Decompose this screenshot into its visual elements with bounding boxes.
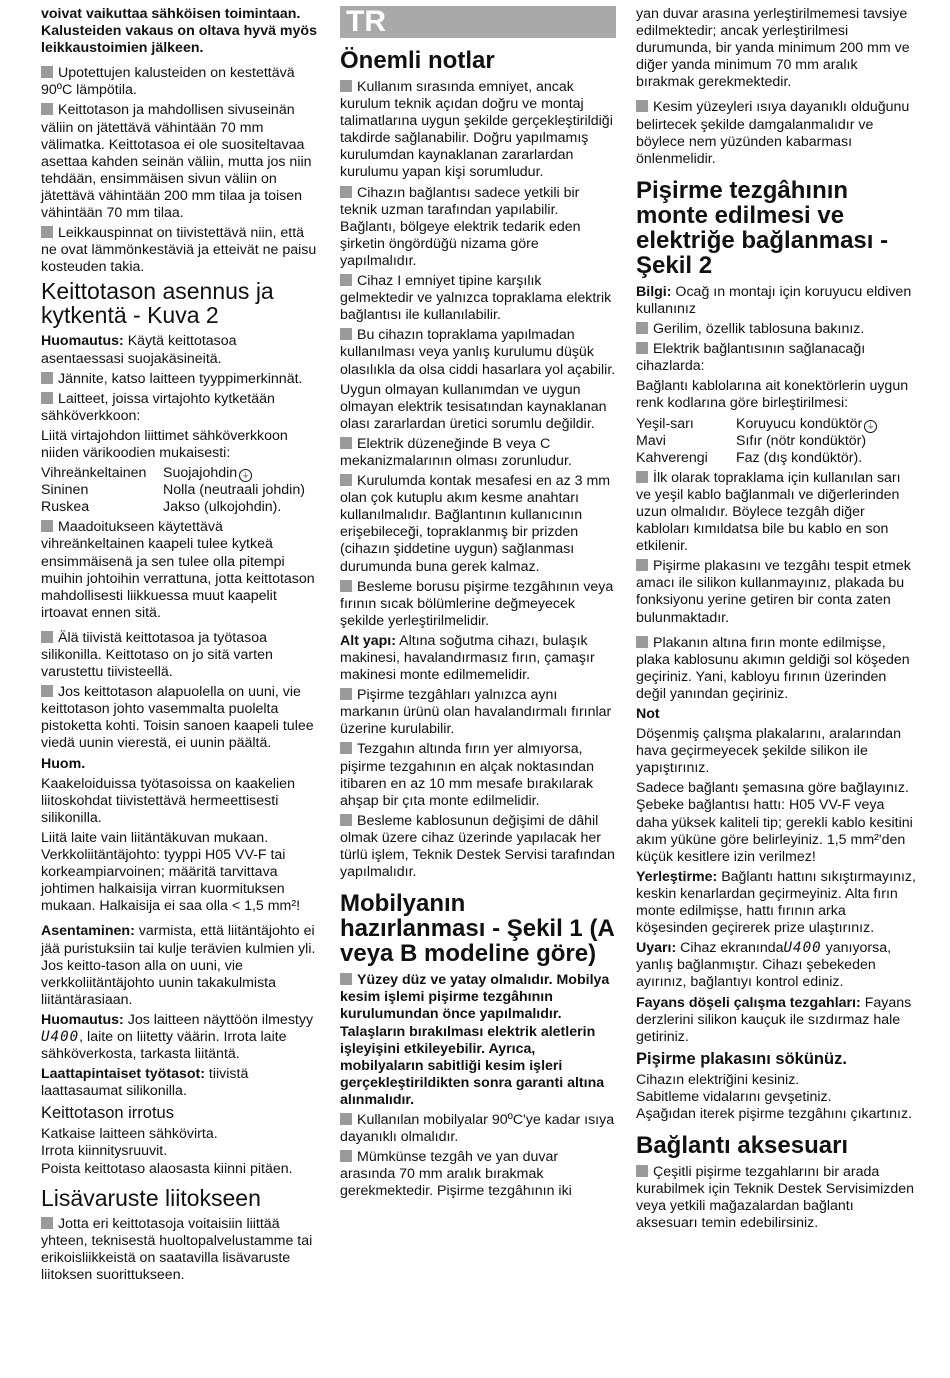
bullet-square-icon bbox=[41, 226, 53, 238]
bullet-item: Maadoitukseen käytettävä vihreänkeltainen kaapeli tulee kytkeä ensimmäisenä ja sen tulee olla pitempi muihin johtoihin verrattuna, jotta keittotason mahdollisesti liikkuessa muut kaapelit irtoavat ennen sitä. bbox=[41, 519, 315, 621]
table-row: Vihreänkeltainen Suojajohdin ⏚ bbox=[41, 465, 305, 482]
note-paragraph: Döşenmiş çalışma plakalarını, aralarından hava geçirmeyecek şekilde silikon ile yapıştırınız. bbox=[636, 726, 901, 777]
bullet-square-icon bbox=[41, 685, 53, 697]
section-heading-accessory: Bağlantı aksesuarı bbox=[636, 1132, 849, 1160]
bullet-item: Elektrik düzeneğinde B veya C mekanizmalarının olması zorunludur. bbox=[340, 435, 572, 469]
wire-color-table bbox=[41, 465, 305, 516]
section-heading-important: Önemli notlar bbox=[340, 47, 495, 74]
section-heading-install: Keittotason asennus ja kytkentä - Kuva 2 bbox=[41, 278, 274, 329]
display-note-paragraph: Huomautus: Jos laitteen näyttöön ilmestyy U400, laite on liitetty väärin. Irrota laite sähköverkosta, tarkasta liitäntä. bbox=[41, 1011, 314, 1063]
install-paragraph: Asentaminen: varmista, että liitäntäjohto ei jää puristuksiin tai kulje terävien kulmien yli. Jos keitto-tason alla on uuni, vie verkkoliitäntäjohto uunin takakulmista liitäntärasiaan. bbox=[41, 923, 316, 1008]
bullet-square-icon bbox=[340, 274, 352, 286]
bullet-item: İlk olarak topraklama için kullanılan sarı ve yeşil kablo bağlanmalı ve diğerlerinden uzun olmalıdır. Böylece tezgâh diğer kabloları kımıldatsa bile bu kablo en son etkilenir. bbox=[636, 469, 901, 555]
bullet-item: Cihazın bağlantısı sadece yetkili bir teknik uzman tarafından yapılabilir. Bağlantı, bölgeye elektrik tedarik eden şirketin öngördüğü nizama göre yapılmalıdır. bbox=[340, 184, 581, 269]
removal-step: Katkaise laitteen sähkövirta. bbox=[41, 1126, 218, 1143]
removal-step: Irrota kiinnitysruuvit. bbox=[41, 1143, 168, 1160]
note-label: Huom. bbox=[41, 755, 86, 772]
wiring-paragraph: Sadece bağlantı şemasına göre bağlayınız. Şebeke bağlantısı hattı: H05 VV-F veya daha yüksek kaliteli tip; gerekli kablo kesitini akım yüküne göre belirleyiniz. 1,5 mm²'den küçük kesitlere izin verilmez! bbox=[636, 780, 913, 865]
ground-symbol-icon: ⏚ bbox=[239, 469, 252, 482]
section-heading-accessory: Lisävaruste liitokseen bbox=[41, 1184, 261, 1211]
bullet-square-icon bbox=[41, 392, 53, 404]
bullet-square-icon bbox=[41, 520, 53, 532]
bullet-square-icon bbox=[340, 814, 352, 826]
bullet-square-icon bbox=[636, 1165, 648, 1177]
bullet-square-icon bbox=[340, 973, 352, 985]
bullet-square-icon bbox=[41, 1217, 53, 1229]
bullet-square-icon bbox=[340, 437, 352, 449]
bullet-square-icon bbox=[636, 342, 648, 354]
column-turkish-2 bbox=[636, 6, 916, 1235]
bullet-square-icon bbox=[636, 471, 648, 483]
bullet-item: Jännite, katso laitteen tyyppimerkinnät. bbox=[41, 371, 321, 388]
bullet-square-icon bbox=[340, 474, 352, 486]
language-banner: TR bbox=[340, 6, 616, 38]
bullet-item: Besleme borusu pişirme tezgâhının veya fırının sıcak bölümlerine değmeyecek şekilde yerleştirilmelidir. bbox=[340, 578, 614, 629]
section-heading-mounting: Pişirme tezgâhının monte edilmesi ve elektriğe bağlanması - Şekil 2 bbox=[636, 176, 889, 279]
bullet-square-icon bbox=[340, 742, 352, 754]
bullet-item: Cihaz I emniyet tipine karşılık gelmektedir ve yalnızca topraklama elektrik bağlantısı ile kullanılabilir. bbox=[340, 273, 612, 324]
info-paragraph: Bilgi: Ocağ ın montajı için koruyucu eldiven kullanınız bbox=[636, 283, 912, 317]
bullet-item: Leikkauspinnat on tiivistettävä niin, että ne ovat lämmönkestäviä ja etteivät ne paisu kosteuden takia. bbox=[41, 225, 317, 276]
bullet-item: Plakanın altına fırın monte edilmişse, plaka kablosunu akımın geldiği sol köşeden geçiriniz. Yani, kabloyu fırının üzerinden değil yanından geçiriniz. bbox=[636, 634, 910, 702]
warning-paragraph: Uyarı: Cihaz ekranındaU400 yanıyorsa, yanlış bağlanmıştır. Cihazı şebekeden ayırınız, bağlantıyı kontrol ediniz. bbox=[636, 940, 892, 991]
bullet-item: Tezgahın altında fırın yer almıyorsa, pişirme tezgahının en alçak noktasından itibaren en az 10 mm mesafe bırakılarak ahşap bir çıta monte edilmelidir. bbox=[340, 741, 594, 809]
bullet-square-icon bbox=[41, 103, 53, 115]
bullet-item: Keittotason ja mahdollisen sivuseinän väliin on jätettävä vähintään 70 mm välimatka. Keittotasoa ei ole suositeltavaa asettaa kahden seinän väliin, mutta jos niin tehdään, ensimmäisen sivun väliin on jätettävä vähintään 200 mm tilaa ja toisen vähintään 70 mm tilaa. bbox=[41, 102, 312, 222]
bullet-item: Çeşitli pişirme tezgahlarını bir arada kurabilmek için Teknik Destek Servisimizden veya yetkili mağazalardan bağlantı aksesuarı temin edebilirsiniz. bbox=[636, 1164, 915, 1232]
bullet-square-icon bbox=[41, 66, 53, 78]
bullet-item: Mümkünse tezgâh ve yan duvar arasında 70 mm aralık bırakmak gerekmektedir. Pişirme tezgâhının iki bbox=[340, 1149, 572, 1200]
bullet-item: Kurulumda kontak mesafesi en az 3 mm olan çok kutuplu akım kesme anahtarı kullanılmalıdır. Bağlantının kullanıcının erişebileceği, topraklanmış bir prizden (cihazın şiddetine uygun) sağlanması durumunda buna gerek kalmaz. bbox=[340, 473, 611, 575]
removal-step: Poista keittotaso alaosasta kiinni pitäen. bbox=[41, 1160, 293, 1177]
bullet-item: Pişirme plakasını ve tezgâhı tespit etmek amacı ile silikon kullanmayınız, plakada bu fonksiyonu yerine getiren bir conta zaten bulunmaktadır. bbox=[636, 558, 911, 626]
bullet-item: Jos keittotason alapuolella on uuni, vie keittotason johto vasemmalta puolelta pistoketta kohti. Toisin sanoen kaapeli tulee viedä uunin vierestä, ei uunin päältä. bbox=[41, 684, 314, 752]
section-heading-furniture: Mobilyanın hazırlanması - Şekil 1 (A veya B modeline göre) bbox=[340, 890, 614, 968]
substructure-paragraph: Alt yapı: Altına soğutma cihazı, bulaşık makinesi, havalandırmasız fırın, çamaşır makinesi monte edilmemelidir. bbox=[340, 632, 595, 684]
bullet-item: Bu cihazın topraklama yapılmadan kullanılması veya yanlış kurulumu düşük olasılıkla da olsa ciddi hasarlara yol açabilir. bbox=[340, 327, 616, 378]
connect-paragraph: Liitä virtajohdon liittimet sähköverkkoon niiden värikoodien mukaisesti: bbox=[41, 427, 288, 461]
intro-paragraph: voivat vaikuttaa sähköisen toimintaan. Kalusteiden vakaus on oltava hyvä myös leikkaustoimien jälkeen. bbox=[41, 6, 317, 57]
bullet-square-icon bbox=[636, 559, 648, 571]
ground-symbol-icon: ⏚ bbox=[864, 420, 877, 433]
bullet-item: Yüzey düz ve yatay olmalıdır. Mobilya kesim işlemi pişirme tezgâhının kurulumundan önce yapılmalıdır. Talaşların bırakılması elektrik aletlerin işleyişini etkileyebilir. Ayrıca, mobilyaların sabitliği kesim işleri gerçekleştirildikten sonra garanti altına alınmalıdır. bbox=[340, 972, 610, 1108]
bullet-item: Besleme kablosunun değişimi de dâhil olmak üzere cihaz üzerinde yapılacak her türlü işlem, Teknik Destek Servisi tarafından yapılmalıdır. bbox=[340, 812, 615, 881]
bullet-square-icon bbox=[41, 631, 53, 643]
bullet-square-icon bbox=[340, 1150, 352, 1162]
removal-step: Sabitleme vidalarını gevşetiniz. bbox=[636, 1088, 832, 1105]
column-turkish-1 bbox=[340, 6, 616, 1203]
bullet-square-icon bbox=[340, 1113, 352, 1125]
bullet-item: Upotettujen kalusteiden on kestettävä 90ºC lämpötila. bbox=[41, 65, 295, 99]
bullet-item: Älä tiivistä keittotasoa ja työtasoa silikonilla. Keittotaso on jo sitä varten varustettu tiivisteellä. bbox=[41, 629, 273, 681]
continued-paragraph: yan duvar arasına yerleştirilmemesi tavsiye edilmektedir; ancak yerleştirilmesi durumunda, bir yanda minimum 200 mm ve diğer yanda minimum 70 mm aralık bırakmak gerekmektedir. bbox=[636, 6, 910, 91]
section-heading-removal: Keittotason irrotus bbox=[41, 1104, 174, 1123]
column-finnish bbox=[41, 6, 321, 1287]
display-code: U400 bbox=[783, 940, 822, 957]
bullet-square-icon bbox=[340, 80, 352, 92]
bullet-item: Kullanım sırasında emniyet, ancak kurulum teknik açıdan doğru ve montaj talimatlarına uygun şekilde gerçekleştirildiği takdirde sağlanabilir. Doğru yapılmamış kurulumdan kaynaklanan zararlardan kurulumu yapan kişi sorumludur. bbox=[340, 79, 613, 181]
table-row: Sininen Nolla (neutraali johdin) bbox=[41, 482, 305, 499]
liability-paragraph: Uygun olmayan kullanımdan ve uygun olmayan elektrik tesisatından kaynaklanan olası zararlardan üretici sorumlu değildir. bbox=[340, 381, 607, 432]
removal-step: Cihazın elektriğini kesiniz. bbox=[636, 1071, 800, 1088]
bullet-item: Laitteet, joissa virtajohto kytketään sähköverkkoon: bbox=[41, 390, 275, 424]
worktop-paragraph: Laattapintaiset työtasot: tiivistä laattasaumat silikonilla. bbox=[41, 1066, 249, 1100]
table-row: Ruskea Jakso (ulkojohdin). bbox=[41, 499, 282, 516]
tile-paragraph: Fayans döşeli çalışma tezgahları: Fayans derzlerini silikon kauçuk ile sızdırmaz hale getiriniz. bbox=[636, 994, 912, 1045]
bullet-square-icon bbox=[340, 688, 352, 700]
bullet-square-icon bbox=[636, 636, 648, 648]
note-paragraph: Huomautus: Käytä keittotasoa asentaessasi suojakäsineitä. bbox=[41, 333, 237, 367]
bullet-square-icon bbox=[636, 322, 648, 334]
bullet-item: Elektrik bağlantısının sağlanacağı cihazlarda: bbox=[636, 341, 866, 375]
connection-paragraph: Liitä laite vain liitäntäkuvan mukaan. Verkkoliitäntäjohto: tyyppi H05 VV-F tai korkeampiarvoinen; määritä tarvittava johtimen halkaisija virran kuormituksen mukaan. Halkaisija ei saa olla < 1,5 mm²! bbox=[41, 829, 301, 915]
bullet-square-icon bbox=[636, 100, 648, 112]
display-code: U400 bbox=[41, 1028, 80, 1045]
note-label: Not bbox=[636, 706, 660, 722]
placement-paragraph: Yerleştirme: Bağlantı hattını sıkıştırmayınız, keskin kenarlardan geçirmeyiniz. Alta fırın monte edilmişse, hattı fırının arka köşesinden geçirerek prize ulaştırınız. bbox=[636, 868, 916, 937]
section-heading-removal: Pişirme plakasını sökünüz. bbox=[636, 1049, 847, 1068]
bullet-square-icon bbox=[340, 186, 352, 198]
bullet-item: Pişirme tezgâhları yalnızca aynı markanın ürünü olan havalandırmalı fırınlar üzerine kurulabilir. bbox=[340, 687, 612, 738]
table-row: Yeşil-sarı Koruyucu kondüktör ⏚ bbox=[636, 416, 877, 433]
bullet-item: Kullanılan mobilyalar 90ºC'ye kadar ısıya dayanıklı olmalıdır. bbox=[340, 1111, 615, 1146]
bullet-square-icon bbox=[41, 372, 53, 384]
table-row: Mavi Sıfır (nötr kondüktör) bbox=[636, 432, 867, 449]
table-row: Kahverengi Faz (dış kondüktör). bbox=[636, 449, 863, 466]
bullet-item: Kesim yüzeyleri ısıya dayanıklı olduğunu belirtecek şekilde damgalanmalıdır ve böylece nem yüzünden kabarması önlenmelidir. bbox=[636, 99, 910, 167]
wire-color-table bbox=[636, 416, 877, 467]
tile-paragraph: Kaakeloiduissa työtasoissa on kaakelien liitoskohdat tiivistettävä hermeettisesti silikonilla. bbox=[41, 775, 295, 826]
connector-paragraph: Bağlantı kablolarına ait konektörlerin uygun renk kodlarına göre birleştirilmesi: bbox=[636, 378, 909, 412]
bullet-item: Gerilim, özellik tablosuna bakınız. bbox=[636, 321, 916, 338]
bullet-square-icon bbox=[340, 328, 352, 340]
bullet-item: Jotta eri keittotasoja voitaisiin liittää yhteen, teknisestä huoltopalvelustamme tai erikoisliikkeistä on saatavilla lisävaruste liitoksen suorittukseen. bbox=[41, 1215, 313, 1283]
bullet-square-icon bbox=[340, 580, 352, 592]
removal-step: Aşağıdan iterek pişirme tezgâhını çıkartınız. bbox=[636, 1105, 912, 1122]
